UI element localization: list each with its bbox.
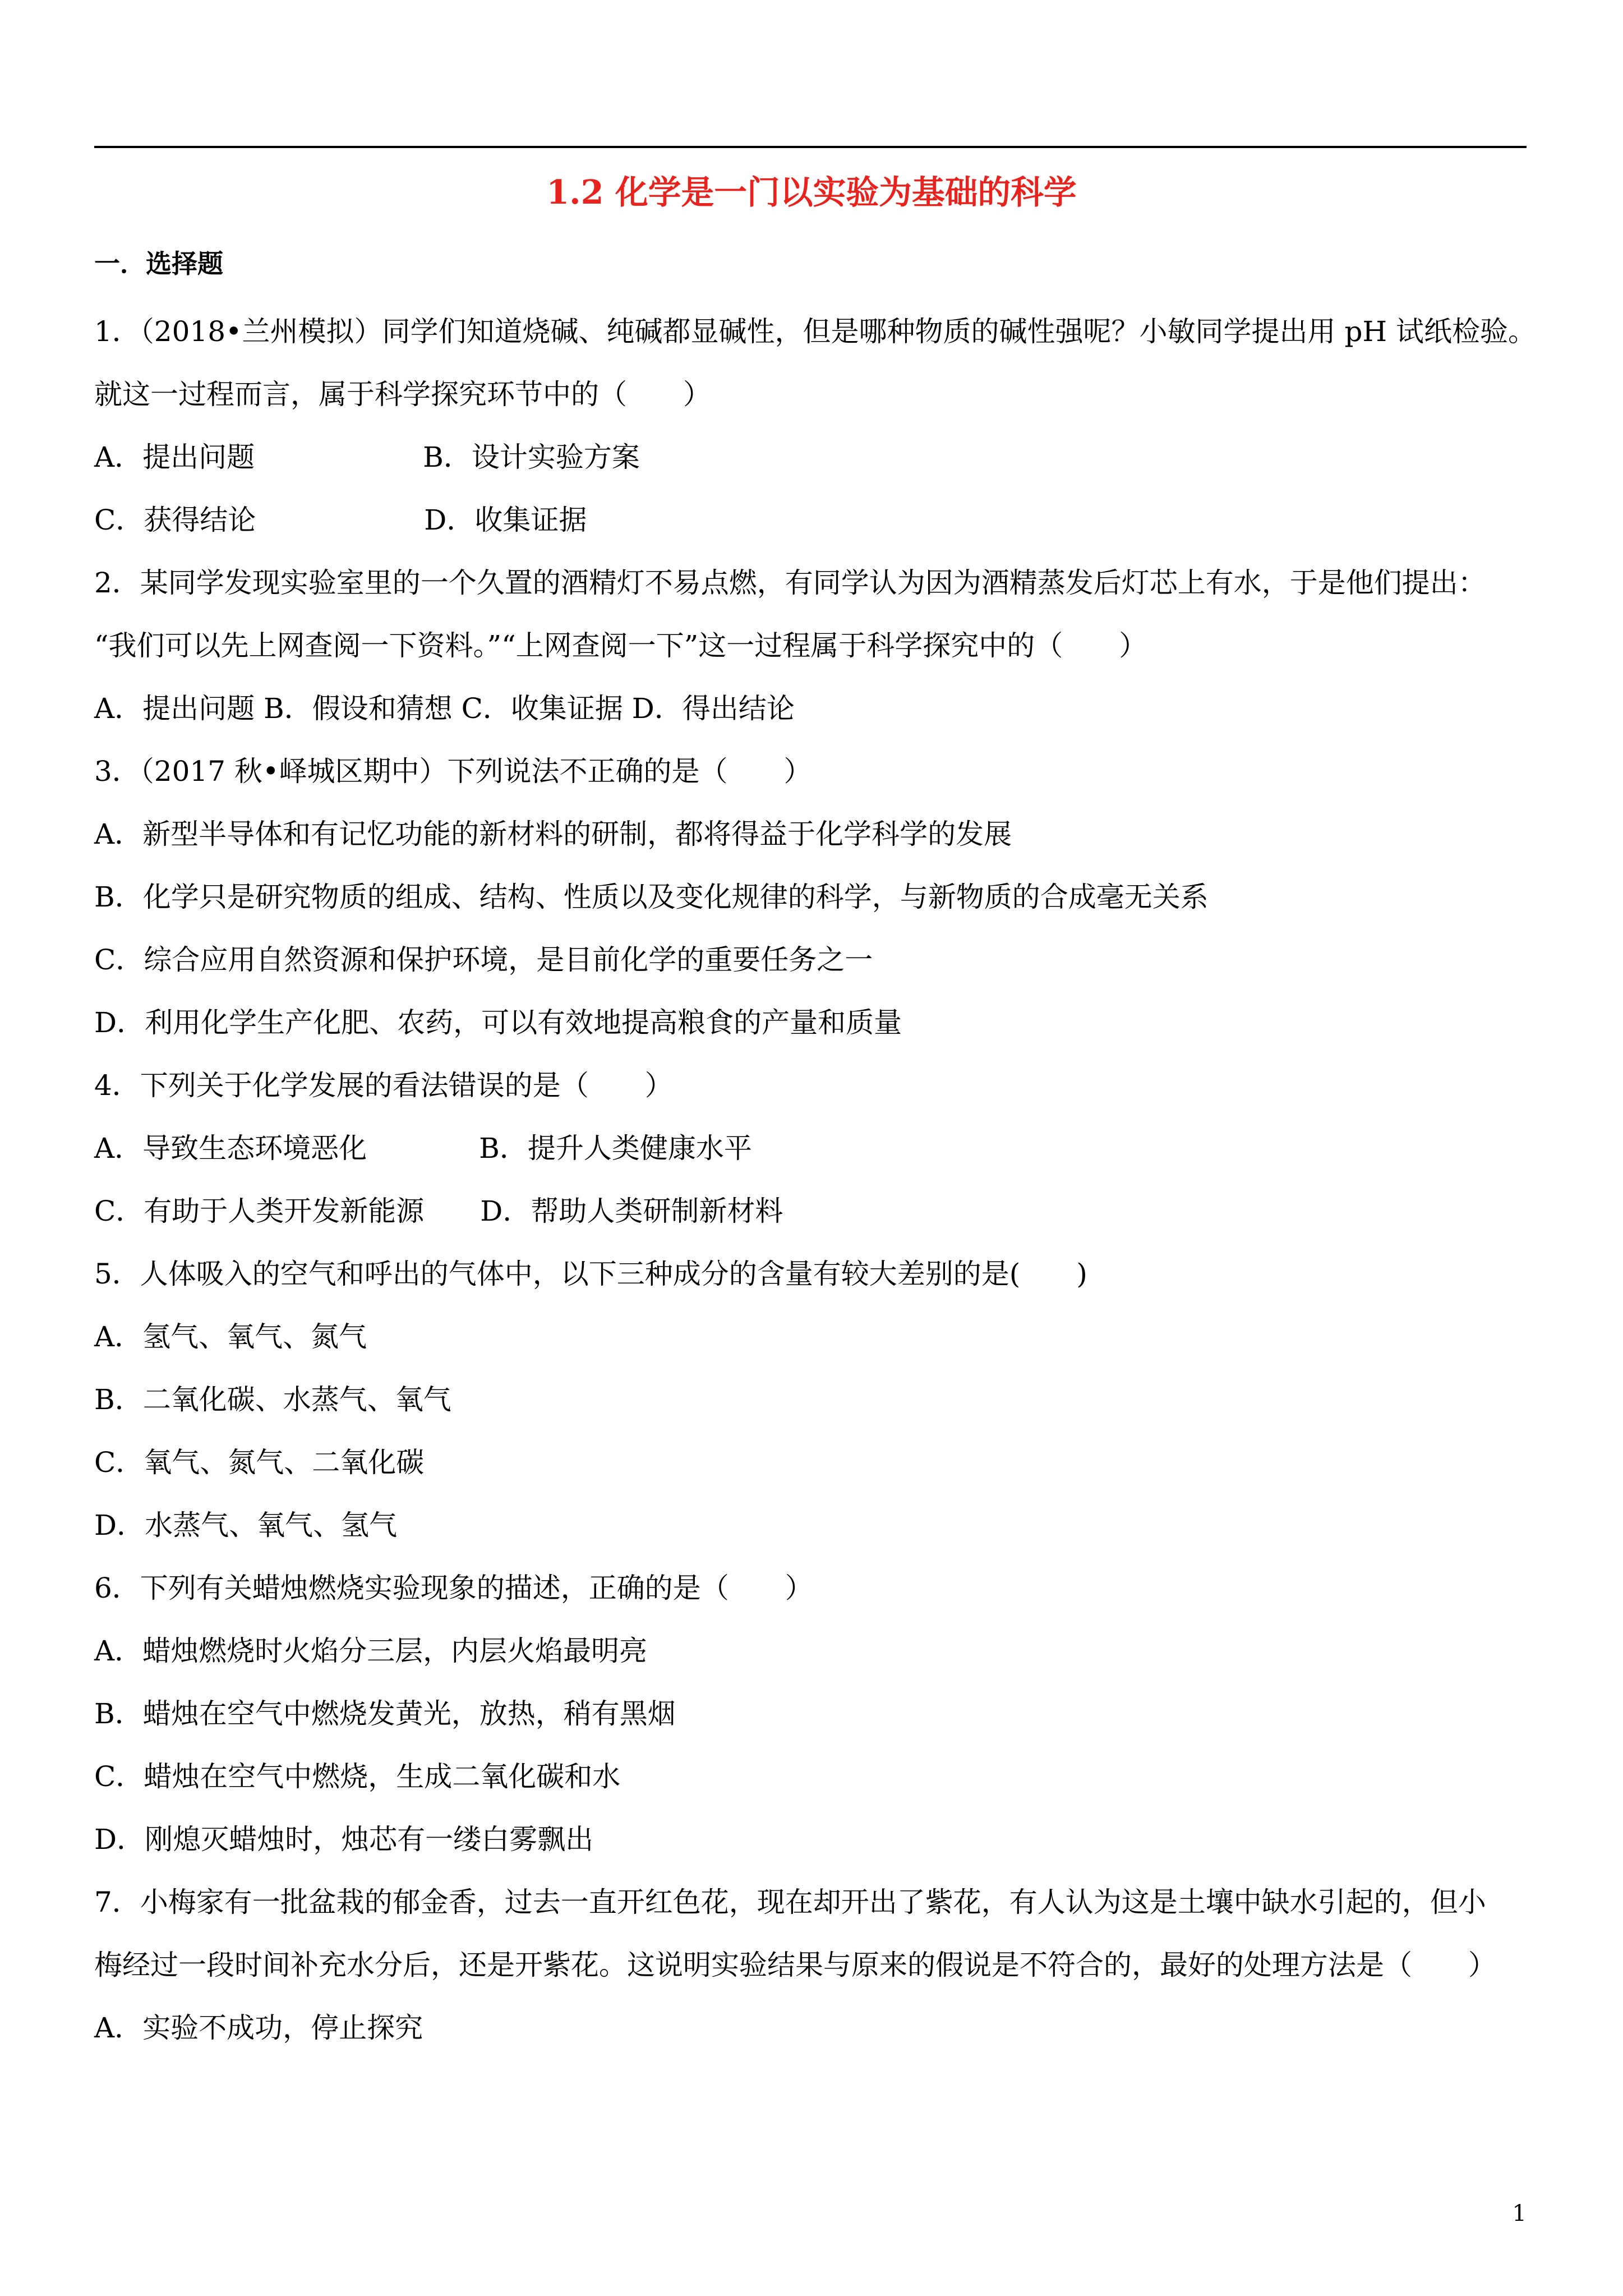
section-heading: 一．选择题 bbox=[94, 249, 223, 279]
page-number: 1 bbox=[1512, 2201, 1527, 2226]
q7-option-a: A．实验不成功，停止探究 bbox=[94, 2012, 423, 2044]
q6-option-c: C．蜡烛在空气中燃烧，生成二氧化碳和水 bbox=[94, 1760, 621, 1793]
q3-stem: 3．（2017 秋•峄城区期中）下列说法不正确的是（ ） bbox=[94, 755, 812, 788]
q3-option-a: A．新型半导体和有记忆功能的新材料的研制，都将得益于化学科学的发展 bbox=[94, 818, 1012, 850]
q1-stem-line-2: 就这一过程而言，属于科学探究环节中的（ ） bbox=[94, 378, 711, 411]
q5-option-c: C．氧气、氮气、二氧化碳 bbox=[94, 1446, 425, 1479]
q3-option-d: D．利用化学生产化肥、农药，可以有效地提高粮食的产量和质量 bbox=[94, 1006, 902, 1039]
q2-options: A．提出问题 B．假设和猜想 C．收集证据 D．得出结论 bbox=[94, 692, 795, 725]
q5-stem: 5．人体吸入的空气和呼出的气体中，以下三种成分的含量有较大差别的是( ) bbox=[94, 1258, 1087, 1290]
q7-stem-line-2: 梅经过一段时间补充水分后，还是开紫花。这说明实验结果与原来的假说是不符合的，最好的处理方法是（ ） bbox=[94, 1949, 1496, 1981]
q6-stem: 6．下列有关蜡烛燃烧实验现象的描述，正确的是（ ） bbox=[94, 1572, 813, 1604]
q2-stem-line-1: 2．某同学发现实验室里的一个久置的酒精灯不易点燃，有同学认为因为酒精蒸发后灯芯上有水，于是他们提出： bbox=[94, 567, 1486, 599]
q4-options-cd: C．有助于人类开发新能源 D．帮助人类研制新材料 bbox=[94, 1195, 783, 1227]
q7-stem-line-1: 7．小梅家有一批盆栽的郁金香，过去一直开红色花，现在却开出了紫花，有人认为这是土壤中缺水引起的，但小 bbox=[94, 1886, 1486, 1918]
q1-options-ab: A．提出问题 B．设计实验方案 bbox=[94, 441, 640, 473]
q3-option-c: C．综合应用自然资源和保护环境，是目前化学的重要任务之一 bbox=[94, 944, 873, 976]
q3-option-b: B．化学只是研究物质的组成、结构、性质以及变化规律的科学，与新物质的合成毫无关系 bbox=[94, 881, 1209, 913]
q4-options-ab: A．导致生态环境恶化 B．提升人类健康水平 bbox=[94, 1132, 752, 1165]
q6-option-a: A．蜡烛燃烧时火焰分三层，内层火焰最明亮 bbox=[94, 1635, 648, 1667]
q5-option-d: D．水蒸气、氧气、氢气 bbox=[94, 1509, 398, 1542]
q1-stem-line-1: 1．（2018•兰州模拟）同学们知道烧碱、纯碱都显碱性，但是哪种物质的碱性强呢？小敏同学提出用 pH 试纸检验。 bbox=[94, 315, 1536, 348]
q5-option-b: B．二氧化碳、水蒸气、氧气 bbox=[94, 1383, 451, 1416]
q6-option-d: D．刚熄灭蜡烛时，烛芯有一缕白雾飘出 bbox=[94, 1823, 594, 1856]
q5-option-a: A．氢气、氧气、氮气 bbox=[94, 1320, 367, 1353]
page-title: 1.2 化学是一门以实验为基础的科学 bbox=[546, 173, 1077, 211]
q6-option-b: B．蜡烛在空气中燃烧发黄光，放热，稍有黑烟 bbox=[94, 1697, 676, 1730]
q2-stem-line-2: “我们可以先上网查阅一下资料。”“上网查阅一下”这一过程属于科学探究中的（ ） bbox=[94, 629, 1147, 662]
header-rule bbox=[94, 146, 1527, 148]
q4-stem: 4．下列关于化学发展的看法错误的是（ ） bbox=[94, 1069, 673, 1102]
q1-options-cd: C．获得结论 D．收集证据 bbox=[94, 504, 587, 536]
